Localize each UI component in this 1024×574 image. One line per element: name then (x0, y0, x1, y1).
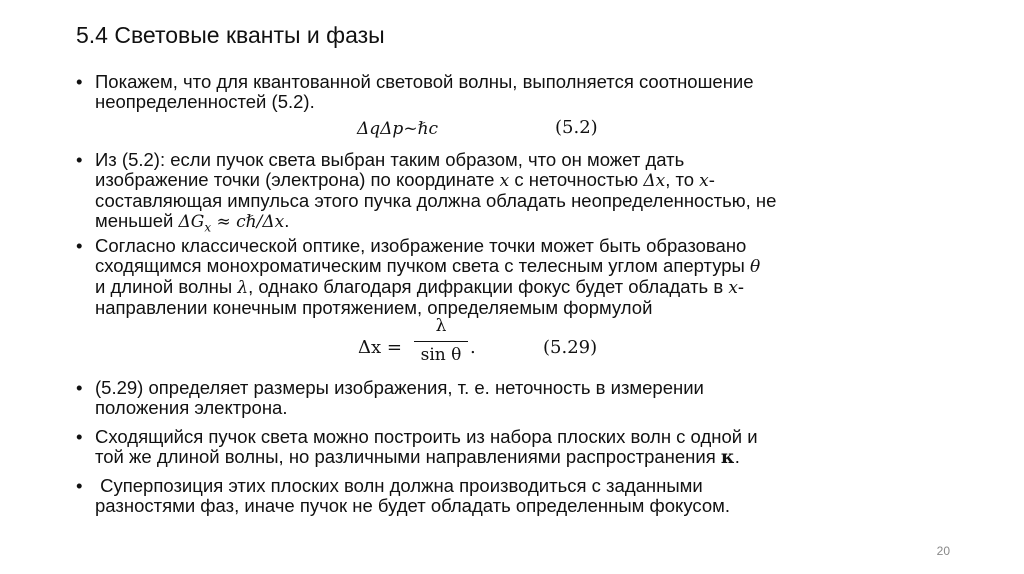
var-sub-x: x (204, 220, 212, 235)
formula-5-29-lhs: Δx = (358, 337, 402, 358)
formula-5-29-number: (5.29) (543, 337, 598, 358)
bullet-4-line-2: положения электрона. (95, 397, 288, 418)
bullet-3-line-3: и длиной волны λ, однако благодаря дифракции фокус будет обладать в x- (95, 276, 745, 298)
var-dx: Δx (643, 171, 666, 191)
bullet-4-line-1: (5.29) определяет размеры изображения, т. е. неточность в измерении (95, 377, 704, 398)
formula-5-29-denominator: sin θ (420, 345, 462, 365)
bullet-1-line-1: Покажем, что для квантованной световой волны, выполняется соотношение (95, 71, 754, 92)
page-number: 20 (936, 544, 950, 558)
fraction-line (414, 341, 468, 342)
bullet-marker: • (76, 426, 83, 447)
bullet-6-line-1: Суперпозиция этих плоских волн должна производиться с заданными (95, 475, 703, 496)
var-x: x (699, 171, 709, 191)
slide-title: 5.4 Световые кванты и фазы (76, 22, 385, 48)
bullet-2-line-3: составляющая импульса этого пучка должна обладать неопределенностью, не (95, 190, 777, 211)
formula-5-29-numerator: λ (435, 316, 447, 336)
var-theta: θ (749, 257, 761, 277)
bullet-1-line-2: неопределенностей (5.2). (95, 91, 315, 112)
var-x: x (728, 278, 738, 298)
bullet-marker: • (76, 149, 83, 170)
bullet-3-line-4: направлении конечным протяжением, определяемым формулой (95, 297, 653, 318)
var-lambda: λ (237, 278, 249, 298)
formula-5-2-expr: ΔqΔp~ℏc (357, 119, 439, 139)
var-dG: ΔG (178, 212, 205, 232)
bullet-marker: • (76, 377, 83, 398)
bullet-5-line-1: Сходящийся пучок света можно построить из набора плоских волн с одной и (95, 426, 758, 447)
bullet-2-line-1: Из (5.2): если пучок света выбран таким образом, что он может дать (95, 149, 685, 170)
bullet-3-line-1: Согласно классической оптике, изображение точки может быть образовано (95, 235, 747, 256)
bullet-2-line-4: меньшей $\Delta G_x$ ≈ cℏ/Δx. (95, 210, 290, 235)
bullet-2-line-2: изображение точки (электрона) по координате x с неточностью Δx, то x- (95, 169, 715, 191)
formula-5-2 (357, 118, 438, 139)
bullet-3-line-2: сходящимся монохроматическим пучком света с телесным углом апертуры θ (95, 255, 761, 277)
formula-5-2-number: (5.2) (555, 117, 598, 138)
bullet-marker: • (76, 235, 83, 256)
bullet-marker: • (76, 71, 83, 92)
bullet-6-line-2: разностями фаз, иначе пучок не будет обладать определенным фокусом. (95, 495, 730, 516)
var-x: x (499, 171, 510, 191)
var-k: κ (720, 447, 735, 468)
formula-5-29-period: . (470, 337, 476, 358)
bullet-5-line-2: той же длиной волны, но различными направлениями распространения κ. (95, 446, 740, 468)
bullet-marker: • (76, 475, 83, 496)
approx-expr: ≈ cℏ/Δx (211, 212, 285, 232)
